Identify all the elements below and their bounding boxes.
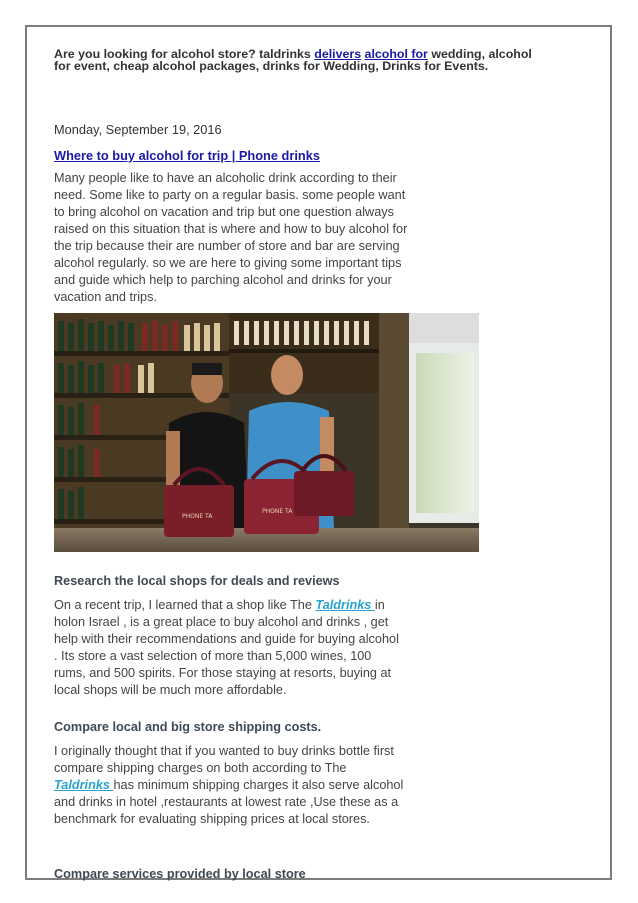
shipping-text-end: has minimum shipping charges it also serve alcohol and drinks in hotel ,restaurants at lowest rate ,Use these as a benchmark for evaluating shipping prices at local stores. — [54, 778, 404, 826]
section-heading-services: Compare services provided by local store — [54, 867, 306, 881]
intro-text-start: Are you looking for alcohol store? taldrinks — [54, 47, 315, 61]
alcohol-for-link[interactable]: alcohol for — [364, 47, 428, 61]
taldrinks-link-1[interactable]: Taldrinks — [315, 598, 375, 612]
document-page — [25, 25, 612, 880]
research-text-start: On a recent trip, I learned that a shop like The — [54, 598, 316, 612]
research-text-end: in holon Israel , is a great place to buy alcohol and drinks , get help with their recommendations and guide for buying alcohol . Its store a vast selection of more than 5,000 wines, 100 rums, and 500 spirits. For those staying at resorts, buying at local shops will be much more affordable. — [54, 598, 399, 697]
taldrinks-link-2[interactable]: Taldrinks — [54, 778, 114, 792]
intro-banner — [54, 48, 534, 73]
shipping-text-start: I originally thought that if you wanted to buy drinks bottle first compare shipping charges on both according to The — [54, 744, 394, 775]
delivers-link[interactable]: delivers — [314, 47, 362, 61]
section-paragraph-shipping — [54, 743, 404, 828]
bag-print-right: PHONE TA — [262, 508, 293, 515]
bag-print-left: PHONE TA — [182, 513, 213, 520]
post-intro-paragraph: Many people like to have an alcoholic drink according to their need. Some like to party on a regular basis. some people want to bring alcohol on vacation and trip but one question always raised on this situation that is where and how to buy alcohol for the trip because their are number of store and bar are serving alcohol regularly. so we are here to giving some important tips and guide which help to parching alcohol and drinks for your vacation and trips. — [54, 171, 408, 304]
post-title-link[interactable]: Where to buy alcohol for trip | Phone drinks — [54, 148, 320, 163]
store-photo — [54, 313, 479, 552]
section-paragraph-research — [54, 597, 404, 699]
intro-text-end: wedding, alcohol for event, cheap alcohol packages, drinks for Wedding, Drinks for Events. — [54, 47, 532, 74]
post-date: Monday, September 19, 2016 — [54, 122, 222, 137]
section-heading-shipping: Compare local and big store shipping costs. — [54, 720, 322, 734]
section-heading-research: Research the local shops for deals and reviews — [54, 574, 340, 588]
store-photo-illustration — [54, 313, 479, 552]
